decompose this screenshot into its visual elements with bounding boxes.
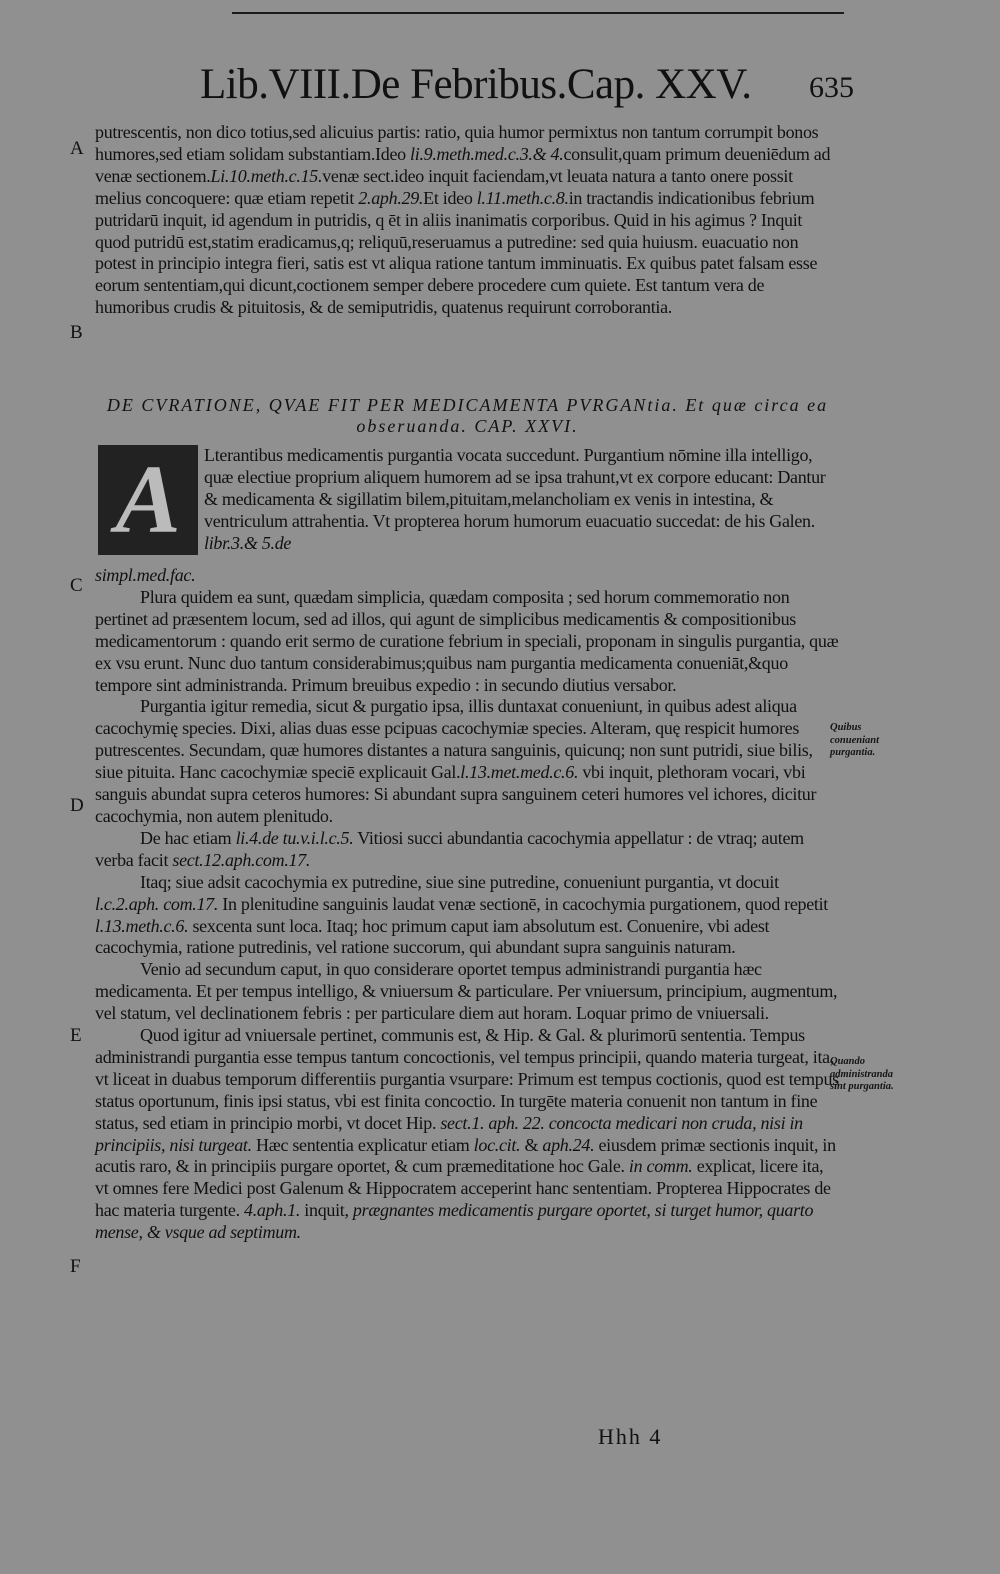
margin-letter-d: D [70,795,84,816]
margin-letter-e: E [70,1025,82,1046]
chapter-heading: DE CVRATIONE, QVAE FIT PER MEDICAMENTA PVRGANtia. Et quæ circa ea obseruanda. CAP. XXVI. [106,395,829,436]
margin-letter-b: B [70,322,83,343]
running-header [200,60,860,110]
top-rule [232,12,844,14]
paragraph: Itaq; siue adsit cacochymia ex putredine, siue sine putredine, conueniunt purgantia, vt docuit l.c.2.aph. com.17. In plenitudine sanguinis laudat venæ sectionē, in cacochymia purgationem, quod repetit l.13.meth.c.6. sexcenta sunt loca. Itaq; hoc primum caput iam absolutum est. Conuenire, vbi adest cacochymia, ratione putredinis, vel ratione succorum, qui abundant supra sanguinis naturam. [95,871,828,958]
marginal-note: Quando administranda sint purgantia. [830,1056,894,1092]
paragraph: Plura quidem ea sunt, quædam simplicia, quædam composita ; sed horum commemoratio non pertinet ad præsentem locum, sed ad illos, qui agunt de simplicibus medicamentis & compositionibus medicamentorum : quando erit sermo de curatione febrium in speciali, proponam in singulis purgantia, quæ ex vsu erunt. Nunc duo tantum considerabimus;quibus nam purgantia medicamenta conueniāt,&quo tempore sint administranda. Primum breuibus expedio : in secundo diutius versabor. [95,586,839,695]
margin-letter-a: A [70,138,84,159]
decorated-initial: A [98,445,198,555]
running-title: Lib.VIII.De Febribus.Cap. XXV. [200,61,752,108]
marginal-note: Quibus conueniant purgantia. [830,722,880,758]
paragraph: Venio ad secundum caput, in quo considerare oportet tempus administrandi purgantia hæc medicamenta. Et per tempus intelligo, & vniuersum & particulare. Per vniuersum, principium, augmentum, vel statum, vel declinationem febris : per particulare diem aut horam. Loquar primo de vniuersali. [95,959,838,1024]
text-block-chapter-26 [95,565,840,1244]
paragraph: Purgantia igitur remedia, sicut & purgatio ipsa, illis duntaxat conueniunt, in quibus adest aliqua cacochymię species. Dixi, alias duas esse pcipuas cacochymiæ species. Alteram, quę respicit humores putrescentes. Secundam, quæ humores distantes a natura sanguinis, quicunq; non sunt putridi, siue bilis, siue pituita. Hanc cacochymiæ speciē explicauit Gal.l.13.met.med.c.6. vbi inquit, plethoram vocari, vbi sanguis abundat supra ceteros humores: Si abundant supra sanguinem ceteri humores vel ichores, dicitur cacochymia, non autem plenitudo. [95,696,817,826]
text-block-chapter-25-end [95,122,840,319]
opening-paragraph: Lterantibus medicamentis purgantia vocata succedunt. Purgantium nōmine illa intelligo, quæ electiue proprium aliquem humorem ad se ipsa trahunt,vt ex corpore educant: Dantur & medicamenta & sigillatim bilem,pituitam,melancholiam ex venis in intestina, & ventriculum attrahentia. Vt propterea horum humorum euacuatio succedat: de his Galen. libr.3.& 5.de [204,445,826,553]
signature-mark: Hhh 4 [598,1424,663,1449]
page-number: 635 [809,71,854,104]
paragraph: Quod igitur ad vniuersale pertinet, communis est, & Hip. & Gal. & plurimorū sententia. Tempus administrandi purgantia esse tempus tantum concoctionis, vel tempus principii, quando materia turgeat, ita, vt liceat in duabus temporum differentiis purgantia vsurpare: Primum est tempus coctionis, quod est tempus status oportunum, finis ipsi status, vbi est finita concoctio. In turgēte materia conuenit non tantum in fine status, sed etiam in principio morbi, vt docet Hip. sect.1. aph. 22. concocta medicari non cruda, nisi in principiis, nisi turgeat. Hæc sententia explicatur etiam loc.cit. & aph.24. eiusdem primæ sectionis inquit, in acutis raro, & in principiis purgare oportet, & cum præmeditatione hoc Gale. in comm. explicat, licere ita, vt omnes fere Medici post Galenum & Hippocratem acceperint hanc sententiam. Propterea Hippocrates de hac materia turgente. 4.aph.1. inquit, prægnantes medicamentis purgare oportet, si turget humor, quarto mense, & vsque ad septimum. [95,1025,839,1243]
paragraph: De hac etiam li.4.de tu.v.i.l.c.5. Vitiosi succi abundantia cacochymia appellatur : de vtraq; autem verba facit sect.12.aph.com.17. [95,827,804,870]
citation-line: simpl.med.fac. [95,565,196,585]
paragraph: putrescentis, non dico totius,sed alicuius partis: ratio, quia humor permixtus non tantum corrumpit bonos humores,sed etiam solidam substantiam.Ideo li.9.meth.med.c.3.& 4.consulit,quam primum deueniēdum ad venæ sectionem.Li.10.meth.c.15.venæ sect.ideo inquit faciendam,vt leuata natura a tanto onere possit melius concoquere: quæ etiam repetit 2.aph.29.Et ideo l.11.meth.c.8.in tractandis indicationibus febrium putridarū inquit, id agendum in putridis, q ēt in aliis inanimatis corporibus. Quid in his agimus ? Inquit quod putridū est,statim eradicamus,q; reliquū,reseruamus a putredine: sed quia huiusm. euacuatio non potest in principio integra fieri, satis est vt aliqua ratione tantum imminuatis. Ex quibus patet falsam esse eorum sententiam,qui dicunt,coctionem semper debere procedere cum quiete. Est tantum vera de humoribus crudis & pituitosis, & de semiputridis, quatenus requirunt corroborantia. [95,122,831,318]
margin-letter-c: C [70,575,83,596]
margin-letter-f: F [70,1256,81,1277]
